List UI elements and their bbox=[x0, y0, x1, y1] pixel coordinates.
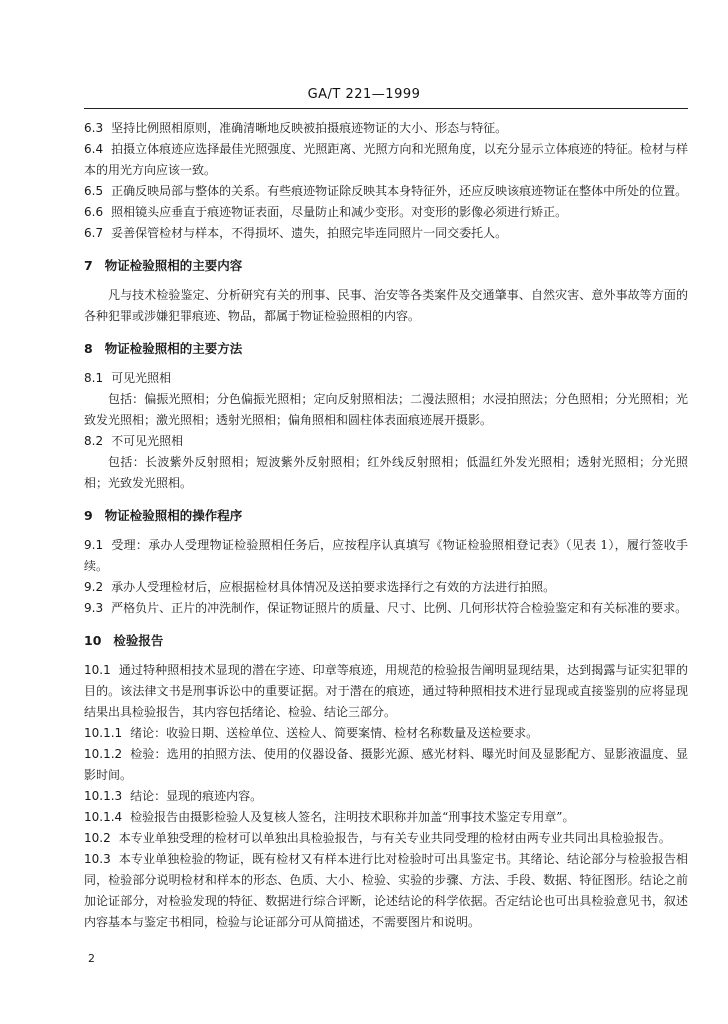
clause-number: 9.3 bbox=[84, 601, 104, 615]
clause-text: 妥善保管检材与样本，不得损坏、遗失，拍照完毕连同照片一同交委托人。 bbox=[111, 226, 508, 240]
section-9-heading bbox=[84, 505, 688, 526]
clause-10-1 bbox=[84, 660, 688, 723]
clause-text: 检验：选用的拍照方法、使用的仪器设备、摄影光源、感光材料、曝光时间及显影配方、显影液温度、显影时间。 bbox=[84, 747, 688, 782]
clause-text: 拍摄立体痕迹应选择最佳光照强度、光照距离、光照方向和光照角度，以充分显示立体痕迹的特征。检材与样本的用光方向应该一致。 bbox=[84, 142, 688, 177]
clause-6-5 bbox=[84, 181, 688, 202]
clause-9-2 bbox=[84, 577, 688, 598]
clause-10-2 bbox=[84, 828, 688, 849]
section-number: 8 bbox=[84, 341, 93, 356]
clause-text: 本专业单独检验的物证，既有检材又有样本进行比对检验时可出具鉴定书。其绪论、结论部分与检验报告相同，检验部分说明检材和样本的形态、色质、大小、检验、实验的步骤、方法、手段、数据、特征图形。结论之前加论证部分，对检验发现的特征、数据进行综合评断，论述结论的科学依据。否定结论也可出具检验意见书，叙述内容基本与鉴定书相同，检验与论证部分可从简描述，不需要图片和说明。 bbox=[84, 852, 688, 929]
clause-number: 9.2 bbox=[84, 580, 104, 594]
clause-number: 10.2 bbox=[84, 831, 111, 845]
section-10-heading bbox=[84, 630, 688, 651]
clause-10-1-2 bbox=[84, 744, 688, 786]
clause-text: 结论：显现的痕迹内容。 bbox=[130, 789, 263, 803]
clause-8-2-label bbox=[84, 431, 688, 452]
clause-text: 严格负片、正片的冲洗制作，保证物证照片的质量、尺寸、比例、几何形状符合检验鉴定和有关标准的要求。 bbox=[111, 601, 688, 615]
clause-text: 受理：承办人受理物证检验照相任务后，应按程序认真填写《物证检验照相登记表》（见表 1），履行签收手续。 bbox=[84, 538, 688, 573]
clause-6-7 bbox=[84, 223, 688, 244]
section-8-heading bbox=[84, 338, 688, 359]
clause-text: 检验报告由摄影检验人及复核人签名，注明技术职称并加盖“刑事技术鉴定专用章”。 bbox=[130, 810, 575, 824]
section-title: 物证检验照相的主要方法 bbox=[104, 341, 243, 356]
clause-number: 8.1 bbox=[84, 371, 104, 385]
clause-label: 可见光照相 bbox=[111, 371, 172, 385]
clause-number: 6.6 bbox=[84, 205, 104, 219]
clause-6-3 bbox=[84, 118, 688, 139]
clause-9-3 bbox=[84, 598, 688, 619]
section-7-paragraph: 凡与技术检验鉴定、分析研究有关的刑事、民事、治安等各类案件及交通肇事、自然灾害、意外事故等方面的各种犯罪或涉嫌犯罪痕迹、物品，都属于物证检验照相的内容。 bbox=[84, 288, 688, 323]
clause-6-4 bbox=[84, 139, 688, 181]
section-number: 10 bbox=[84, 633, 102, 648]
clause-number: 10.1.4 bbox=[84, 810, 123, 824]
clause-number: 10.3 bbox=[84, 852, 111, 866]
section-title: 检验报告 bbox=[113, 633, 164, 648]
section-number: 9 bbox=[84, 508, 93, 523]
section-7-heading bbox=[84, 255, 688, 276]
document-body bbox=[84, 118, 688, 933]
header-divider bbox=[84, 108, 688, 109]
clause-10-1-3 bbox=[84, 786, 688, 807]
section-number: 7 bbox=[84, 258, 93, 273]
clause-10-1-4 bbox=[84, 807, 688, 828]
page-number: 2 bbox=[88, 952, 95, 965]
clause-8-2-text: 包括：长波紫外反射照相；短波紫外反射照相；红外线反射照相；低温红外发光照相；透射光照相；分光照相；光致发光照相。 bbox=[84, 455, 688, 490]
clause-number: 10.1.3 bbox=[84, 789, 123, 803]
clause-6-6 bbox=[84, 202, 688, 223]
clause-number: 10.1 bbox=[84, 663, 111, 677]
clause-number: 8.2 bbox=[84, 434, 104, 448]
clause-number: 6.5 bbox=[84, 184, 104, 198]
clause-8-1-label bbox=[84, 368, 688, 389]
section-title: 物证检验照相的操作程序 bbox=[104, 508, 243, 523]
clause-text: 本专业单独受理的检材可以单独出具检验报告，与有关专业共同受理的检材由两专业共同出具检验报告。 bbox=[118, 831, 671, 845]
clause-number: 10.1.2 bbox=[84, 747, 123, 761]
clause-text: 通过特种照相技术显现的潜在字迹、印章等痕迹，用规范的检验报告阐明显现结果，达到揭露与证实犯罪的目的。该法律文书是刑事诉讼中的重要证据。对于潜在的痕迹，通过特种照相技术进行显现或直接鉴别的应将显现结果出具检验报告，其内容包括绪论、检验、结论三部分。 bbox=[84, 663, 688, 719]
clause-text: 照相镜头应垂直于痕迹物证表面，尽量防止和减少变形。对变形的影像必须进行矫正。 bbox=[111, 205, 568, 219]
clause-8-1-text: 包括：偏振光照相；分色偏振光照相；定向反射照相法；二漫法照相；水浸拍照法；分色照相；分光照相；光致发光照相；激光照相；透射光照相；偏角照相和圆柱体表面痕迹展开摄影。 bbox=[84, 392, 688, 427]
clause-text: 绪论：收验日期、送检单位、送检人、简要案情、检材名称数量及送检要求。 bbox=[130, 726, 539, 740]
clause-10-1-1 bbox=[84, 723, 688, 744]
clause-number: 10.1.1 bbox=[84, 726, 123, 740]
clause-number: 6.4 bbox=[84, 142, 104, 156]
clause-10-3 bbox=[84, 849, 688, 933]
standard-code-header: GA/T 221—1999 bbox=[307, 87, 421, 102]
clause-text: 承办人受理检材后，应根据检材具体情况及送拍要求选择行之有效的方法进行拍照。 bbox=[111, 580, 556, 594]
clause-text: 坚持比例照相原则，准确清晰地反映被拍摄痕迹物证的大小、形态与特征。 bbox=[111, 121, 508, 135]
clause-9-1 bbox=[84, 535, 688, 577]
clause-text: 正确反映局部与整体的关系。有些痕迹物证除反映其本身特征外，还应反映该痕迹物证在整体中所处的位置。 bbox=[111, 184, 688, 198]
clause-number: 6.7 bbox=[84, 226, 104, 240]
clause-number: 9.1 bbox=[84, 538, 104, 552]
section-title: 物证检验照相的主要内容 bbox=[104, 258, 243, 273]
clause-label: 不可见光照相 bbox=[111, 434, 184, 448]
clause-number: 6.3 bbox=[84, 121, 104, 135]
